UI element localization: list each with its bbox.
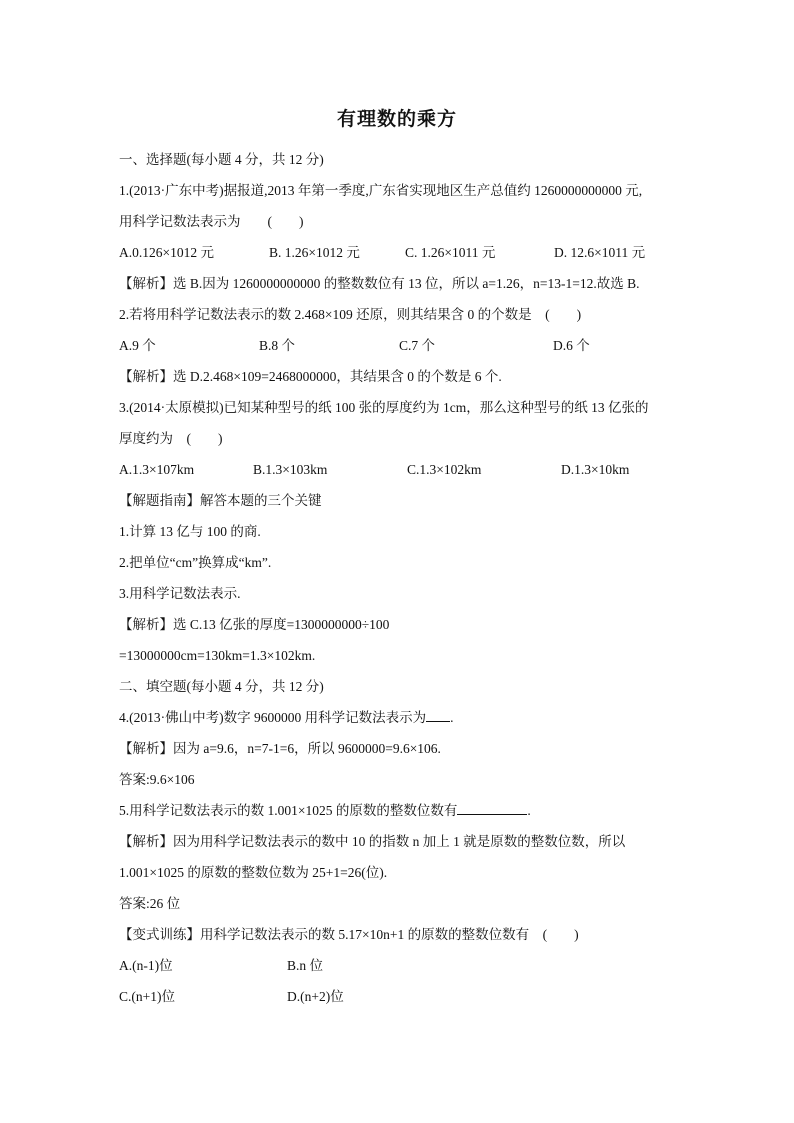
q4-answer-blank: [426, 707, 450, 722]
q5-stem-text: 5.用科学记数法表示的数 1.001×1025 的原数的整数位数有: [119, 803, 458, 818]
variant-options-row1: [119, 950, 679, 981]
q5-analysis-line1: 【解析】因为用科学记数法表示的数中 10 的指数 n 加上 1 就是原数的整数位数，所以: [119, 834, 626, 849]
q5-answer: 答案:26 位: [119, 896, 181, 911]
variant-option-c: C.(n+1)位: [119, 989, 175, 1004]
q2-option-b: B.8 个: [259, 338, 296, 353]
q5-answer-blank: [457, 800, 527, 815]
q3-analysis-line2: =13000000cm=130km=1.3×102km.: [119, 648, 316, 663]
q1-option-c: C. 1.26×1011 元: [405, 245, 496, 260]
q3-stem-line1: 3.(2014·太原模拟)已知某种型号的纸 100 张的厚度约为 1cm，那么这种型号的纸 13 亿张的: [119, 400, 649, 415]
q5-analysis-line2: 1.001×1025 的原数的整数位数为 25+1=26(位).: [119, 865, 388, 880]
q2-analysis: 【解析】选 D.2.468×109=2468000000，其结果含 0 的个数是 6 个.: [119, 369, 502, 384]
q3-stem-line2: 厚度约为 ( ): [119, 431, 223, 446]
q4-answer: 答案:9.6×106: [119, 772, 195, 787]
q1-stem-line1: 1.(2013·广东中考)据报道,2013 年第一季度,广东省实现地区生产总值约 1260000000000 元,: [119, 183, 643, 198]
page-title: 有理数的乘方: [336, 109, 457, 130]
q2-options: [119, 330, 679, 361]
q4-stem-end: .: [450, 710, 454, 725]
variant-stem: 【变式训练】用科学记数法表示的数 5.17×10n+1 的原数的整数位数有 ( ): [119, 927, 579, 942]
q5-stem: [119, 795, 679, 826]
q3-analysis-line1: 【解析】选 C.13 亿张的厚度=1300000000÷100: [119, 617, 390, 632]
q3-guide-item: 2.把单位“cm”换算成“km”.: [119, 555, 272, 570]
q3-options: [119, 454, 679, 485]
section-heading-fill: 二、填空题(每小题 4 分，共 12 分): [119, 679, 324, 694]
q5-stem-end: .: [527, 803, 531, 818]
document-content: [119, 144, 679, 1012]
variant-options-row2: [119, 981, 679, 1012]
q3-option-a: A.1.3×107km: [119, 462, 195, 477]
q1-stem-line2: 用科学记数法表示为 ( ): [119, 214, 304, 229]
q3-option-b: B.1.3×103km: [253, 462, 328, 477]
q3-option-c: C.1.3×102km: [407, 462, 482, 477]
q1-option-b: B. 1.26×1012 元: [269, 245, 360, 260]
q1-option-a: A.0.126×1012 元: [119, 245, 214, 260]
q1-option-d: D. 12.6×1011 元: [554, 245, 646, 260]
variant-option-d: D.(n+2)位: [287, 989, 344, 1004]
q2-stem: 2.若将用科学记数法表示的数 2.468×109 还原，则其结果含 0 的个数是 ( ): [119, 307, 582, 322]
q4-analysis: 【解析】因为 a=9.6，n=7-1=6，所以 9600000=9.6×106.: [119, 741, 441, 756]
q4-stem: [119, 702, 679, 733]
q2-option-a: A.9 个: [119, 338, 156, 353]
section-heading-choice: 一、选择题(每小题 4 分，共 12 分): [119, 152, 324, 167]
q2-option-d: D.6 个: [553, 338, 590, 353]
q3-guide-item: 3.用科学记数法表示.: [119, 586, 241, 601]
q3-option-d: D.1.3×10km: [561, 462, 630, 477]
q3-guide-item: 1.计算 13 亿与 100 的商.: [119, 524, 261, 539]
variant-option-a: A.(n-1)位: [119, 958, 173, 973]
q3-guide-title: 【解题指南】解答本题的三个关键: [119, 493, 322, 508]
q4-stem-text: 4.(2013·佛山中考)数字 9600000 用科学记数法表示为: [119, 710, 427, 725]
q1-analysis: 【解析】选 B.因为 1260000000000 的整数数位有 13 位，所以 a=1.26，n=13-1=12.故选 B.: [119, 276, 640, 291]
q2-option-c: C.7 个: [399, 338, 436, 353]
variant-option-b: B.n 位: [287, 958, 324, 973]
q1-options: [119, 237, 679, 268]
